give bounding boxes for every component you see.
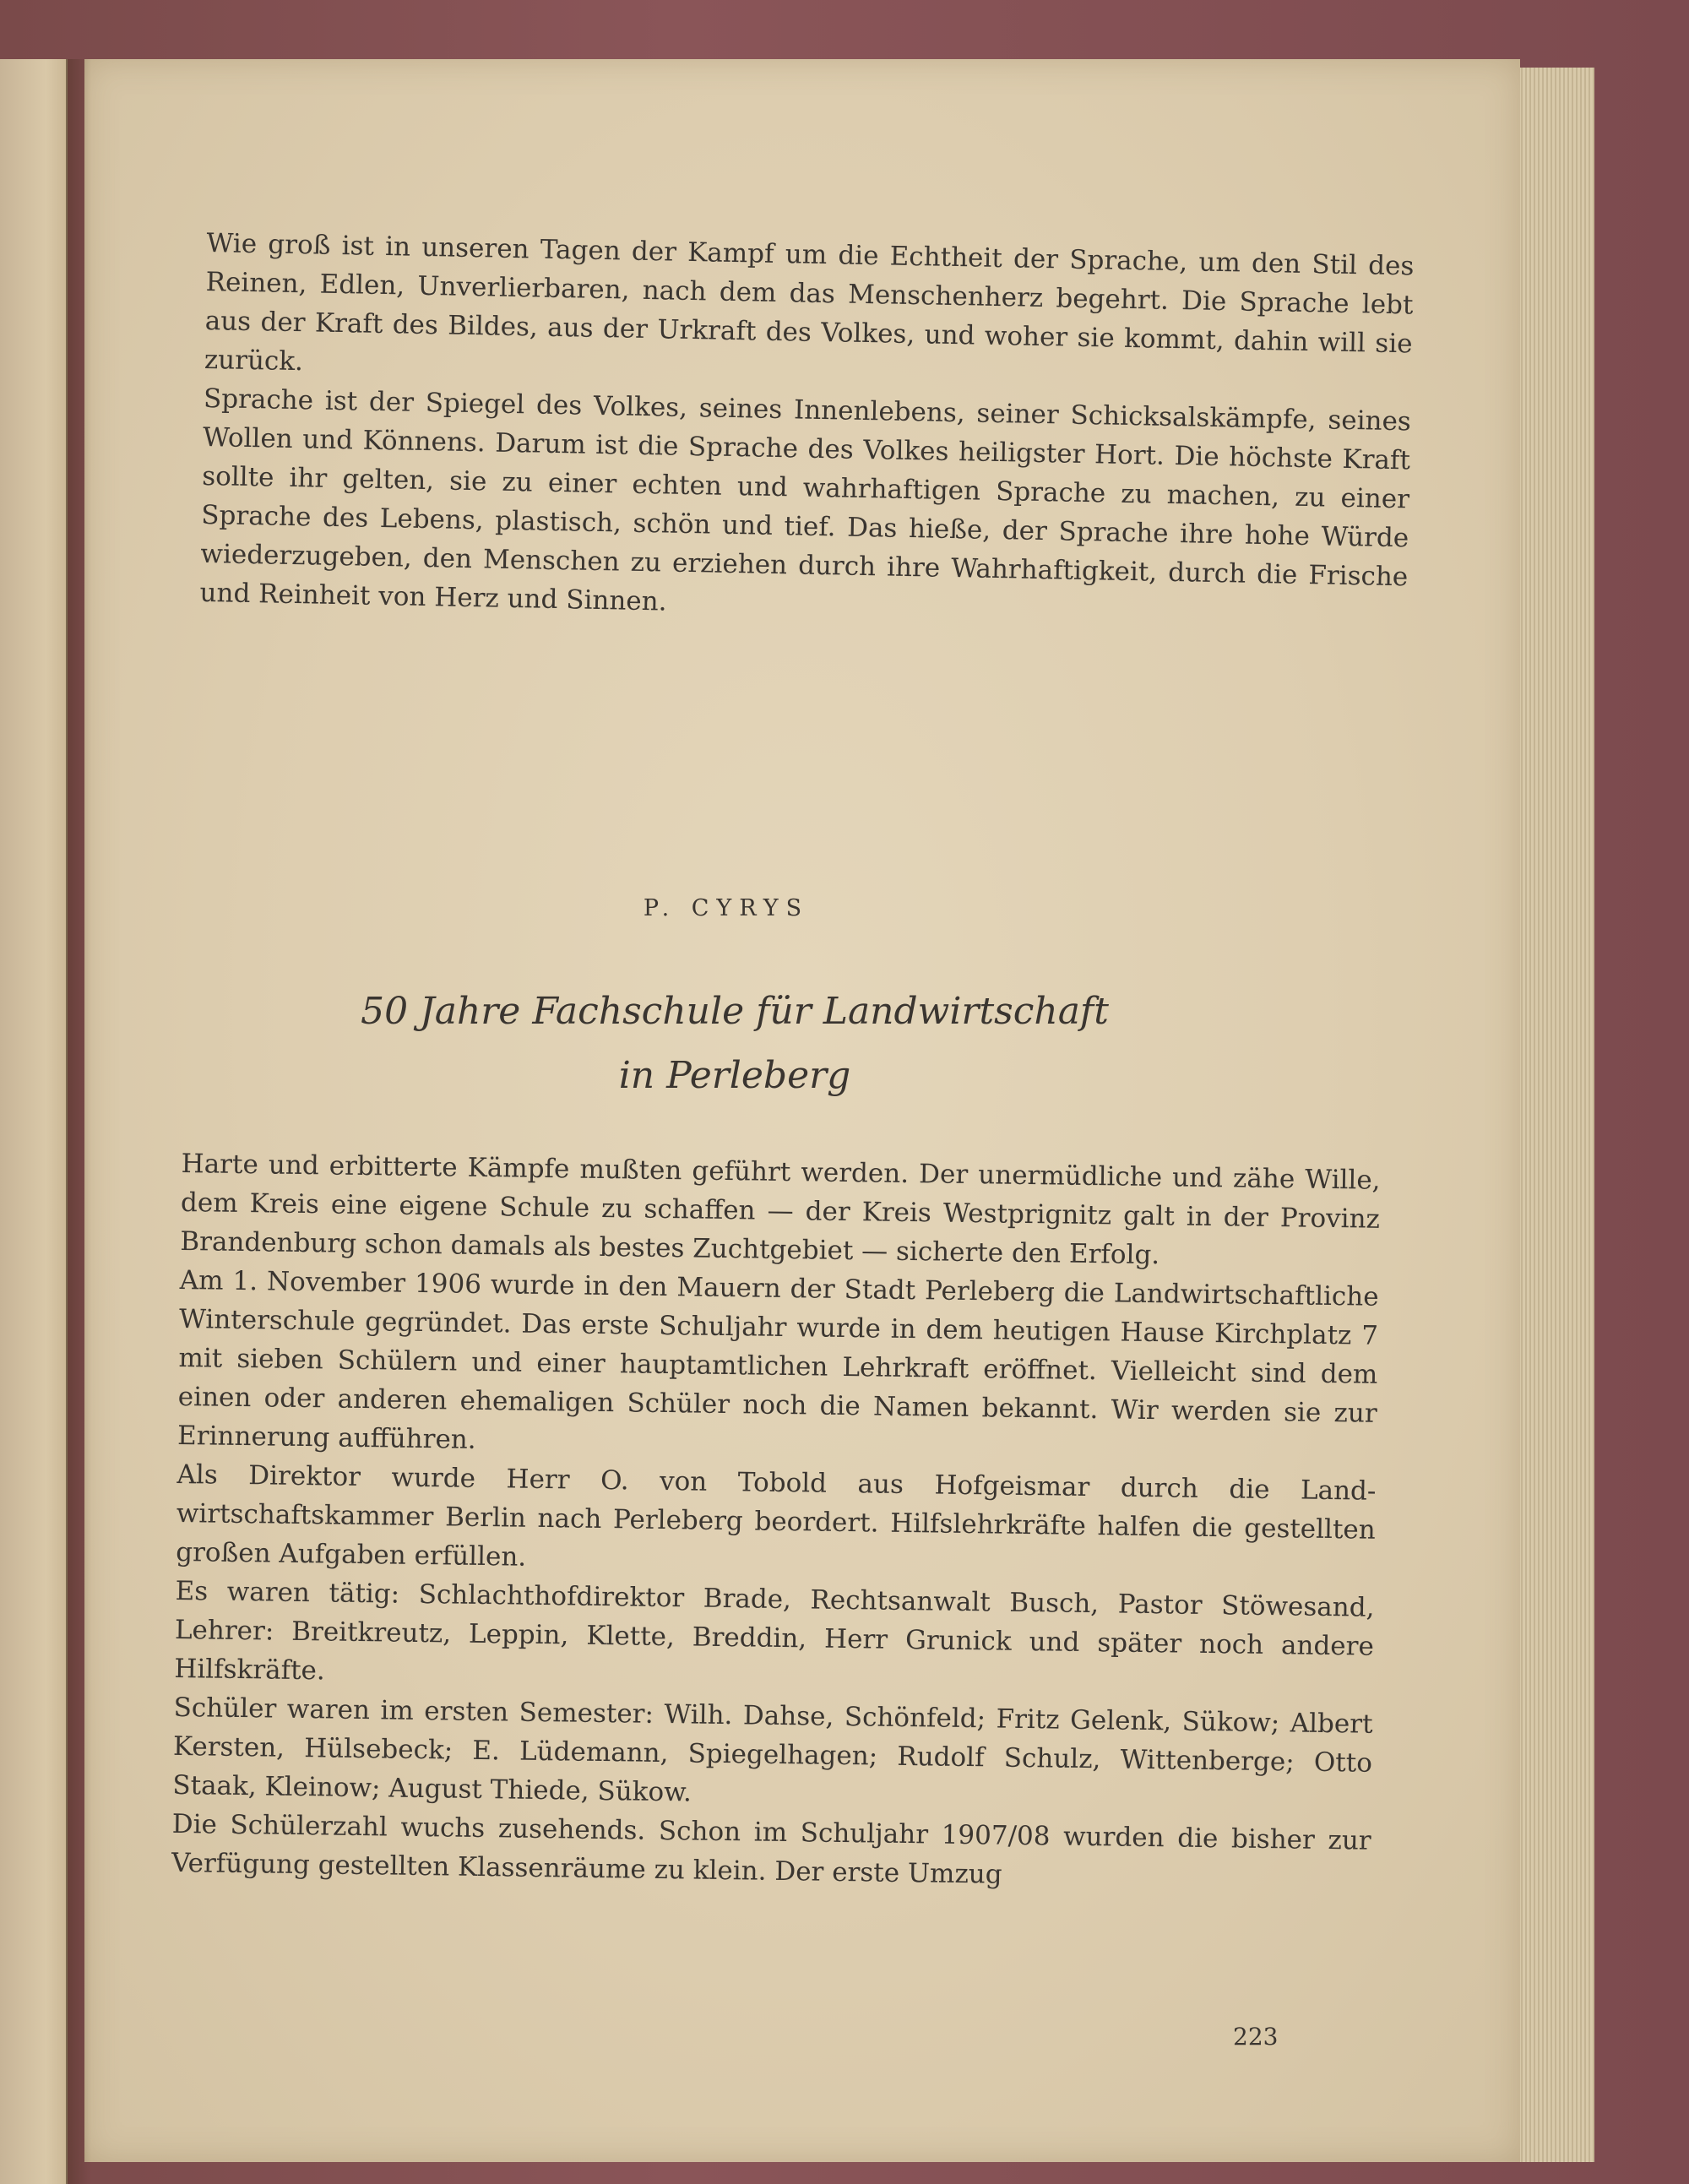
left-page-edge (0, 59, 68, 2184)
paragraph: Harte und erbitterte Kämpfe mußten geführt werden. Der unermüdliche und zähe Wille, dem Kreis eine eigene Schule zu schaffen — der Kreis Westprignitz galt in der Provinz Brandenburg schon damals als bestes Zuchtgebiet — sicherte den Erfolg. (180, 1148, 1381, 1271)
article-body (171, 1144, 1381, 1899)
paragraph: Wie groß ist in unseren Tagen der Kampf um die Echtheit der Sprache, um den Stil des Reinen, Edlen, Unverlierbaren, nach dem das Menschenherz begehrt. Die Sprache lebt aus der Kraft des Bildes, aus der Urkraft des Volkes, und woher sie kommt, dahin will sie zurück. (204, 227, 1415, 378)
paragraph: Die Schülerzahl wuchs zusehends. Schon im Schuljahr 1907/08 wurden die bisher zur Verfügung gestellten Klassenräume zu klein. Der erste Umzug (171, 1808, 1371, 1890)
paragraph: Es waren tätig: Schlachthofdirektor Brade, Rechtsanwalt Busch, Pastor Stöwesand, Lehrer: Breitkreutz, Leppin, Klette, Breddin, Herr Grunick und später noch andere Hilfskräfte. (174, 1575, 1375, 1687)
gutter-shadow (66, 59, 91, 2184)
title-line: 50 Jahre Fachschule für Landwirtschaft (361, 990, 1109, 1033)
page-stack-edge (1516, 68, 1594, 2162)
page-number: 223 (1233, 2023, 1279, 2051)
title-line: in Perleberg (618, 1054, 851, 1097)
paragraph: Am 1. November 1906 wurde in den Mauern der Stadt Perleberg die Landwirtschaftliche Winterschule gegründet. Das erste Schuljahr wurde in dem heutigen Hause Kirchplatz 7 mit sieben Schülern und einer hauptamtlichen Lehrkraft eröffnet. Vielleicht sind dem einen oder anderen ehemaligen Schüler noch die Namen bekannt. Wir werden sie zur Erinnerung aufführen. (177, 1264, 1379, 1455)
paragraph: Schüler waren im ersten Semester: Wilh. Dahse, Schönfeld; Fritz Gelenk, Sükow; Albert Kersten, Hülsebeck; E. Lüdemann, Spiegelhagen; Rudolf Schulz, Wittenberge; Otto Staak, Kleinow; August Thiede, Sükow. (172, 1692, 1373, 1808)
article-title (17, 980, 1453, 1108)
author-name: P. CYRYS (643, 895, 810, 921)
paragraph: Sprache ist der Spiegel des Volkes, seines Innenlebens, seiner Schicksalskämpfe, seines Wollen und Könnens. Darum ist die Sprache des Volkes heiligster Hort. Die höchste Kraft sollte ihr gelten, sie zu einer echten und wahrhaftigen Sprache zu machen, zu einer Sprache des Lebens, plastisch, schön und tief. Das hieße, der Sprache ihre hohe Würde wiederzugeben, den Menschen zu erziehen durch ihre Wahrhaftigkeit, durch die Frische und Reinheit von Herz und Sinnen. (199, 383, 1412, 617)
book-page (84, 59, 1520, 2162)
paragraph: Als Direktor wurde Herr O. von Tobold aus Hofgeismar durch die Landwirtschaftskammer Berlin nach Perleberg beordert. Hilfslehrkräfte halfen die gestellten großen Aufgaben erfüllen. (176, 1459, 1377, 1573)
intro-text (199, 224, 1415, 635)
